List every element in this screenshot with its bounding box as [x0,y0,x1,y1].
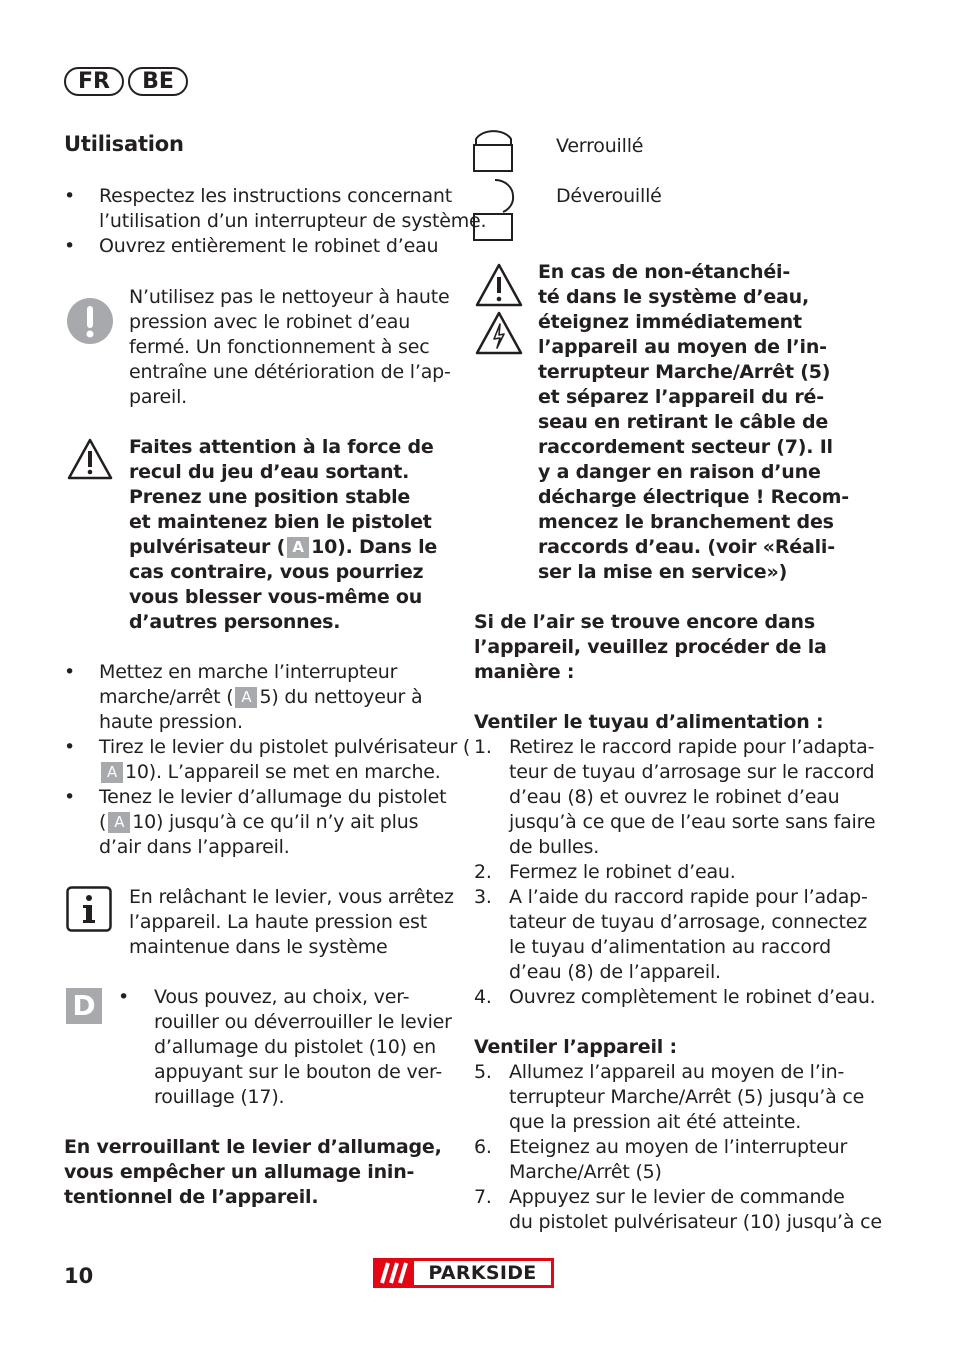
list-item [474,985,876,1010]
text-line: fermé. Un fonctionnement à sec [129,336,430,358]
list-item-line: Vous pouvez, au choix, ver- [154,986,410,1008]
text-line: Si de l’air se trouve encore dans [474,611,815,633]
device-steps-list [474,1060,882,1235]
figure-ref-badge: A [235,687,257,708]
text-line: raccords d’eau. (voir «Réali- [538,536,835,558]
list-item-line: l’utilisation d’un interrupteur de système. [99,210,487,232]
text-line: manière : [474,661,575,683]
info-text [129,885,454,960]
list-item [64,234,454,259]
brand-slashes-icon [376,1261,414,1285]
text-line: y a danger en raison d’une [538,461,821,483]
text-line: En verrouillant le levier d’allumage, [64,1136,442,1158]
step-number: 3. [474,886,492,908]
info-icon [66,886,112,936]
list-item-line: d’air dans l’appareil. [99,836,290,858]
list-item-line: d’allumage du pistolet (10) en [154,1036,436,1058]
text-span: 10). L’appareil se met en marche. [125,761,441,783]
text-line: vous blesser vous-même ou [129,586,423,608]
air-heading [474,610,827,685]
text-span: 10) jusqu’à ce qu’il n’y ait plus [132,811,419,833]
exclamation-circle-icon [66,297,114,349]
brand-wordmark: PARKSIDE [414,1261,551,1285]
text-line: l’appareil, veuillez procéder de la [474,636,827,658]
text-line: et maintenez bien le pistolet [129,511,432,533]
list-item-line: A l’aide du raccord rapide pour l’adap- [509,886,868,908]
list-item-line: appuyant sur le bouton de ver- [154,1061,443,1083]
figure-ref-badge: A [287,537,309,558]
bullet-icon: • [64,235,76,257]
bullet-icon: • [118,986,130,1008]
list-item [474,1185,882,1235]
list-item-line: Eteignez au moyen de l’interrupteur [509,1136,848,1158]
text-line: cas contraire, vous pourriez [129,561,424,583]
page-number: 10 [64,1264,94,1288]
list-item-line: Tirez le levier du pistolet pulvérisateur ( [99,736,471,758]
bullet-list-operation [64,660,471,860]
list-item-line: Tenez le levier d’allumage du pistolet [99,786,447,808]
warning-triangle-icon [474,262,524,312]
step-number: 5. [474,1061,492,1083]
list-item [64,735,471,785]
step-number: 1. [474,736,492,758]
list-item-line: Ouvrez entièrement le robinet d’eau [99,235,439,257]
list-item-line: d’eau (8) de l’appareil. [509,961,721,983]
list-item-line: Retirez le raccord rapide pour l’adapta- [509,736,875,758]
list-item-line: Allumez l’appareil au moyen de l’in- [509,1061,845,1083]
lang-badge-be: BE [128,67,188,96]
bullet-icon: • [64,786,76,808]
lock-summary-text [64,1135,442,1210]
list-item-line: d’eau (8) et ouvrez le robinet d’eau [509,786,840,808]
list-item-line: Ouvrez complètement le robinet d’eau. [509,986,876,1008]
section-heading: Utilisation [64,132,184,156]
device-heading: Ventiler l’appareil : [474,1036,677,1058]
bullet-icon: • [64,661,76,683]
list-item-line: tateur de tuyau d’arrosage, connectez [509,911,867,933]
list-item-line: jusqu’à ce que de l’eau sorte sans faire [509,811,876,833]
figure-d-badge: D [66,988,102,1024]
list-item [474,1060,864,1135]
text-line: Prenez une position stable [129,486,411,508]
text-line: vous empêcher un allumage inin- [64,1161,415,1183]
list-item-line: Marche/Arrêt (5) [509,1161,662,1183]
step-number: 6. [474,1136,492,1158]
text-line: terrupteur Marche/Arrêt (5) [538,361,831,383]
bullet-list-intro [64,184,487,259]
figure-ref-badge: A [108,812,130,833]
text-line: l’appareil. La haute pression est [129,911,427,933]
text-line: té dans le système d’eau, [538,286,810,308]
list-item-line [99,685,454,710]
locked-label: Verrouillé [556,135,644,157]
list-item [474,735,876,860]
list-item-line: que la pression ait été atteinte. [509,1111,802,1133]
list-item-line: Respectez les instructions concernant [99,185,452,207]
bullet-icon: • [64,736,76,758]
electric-warning-text [538,260,849,585]
notice-text [129,285,451,410]
list-item [64,660,454,735]
padlock-unlocked-icon [473,178,529,246]
text-line: pareil. [129,386,187,408]
list-item-line: du pistolet pulvérisateur (10) jusqu’à ce [509,1211,882,1233]
list-item-line: haute pression. [99,711,243,733]
list-item-line [99,760,454,785]
text-line: Faites attention à la force de [129,436,434,458]
list-item [474,885,868,985]
hose-steps-list [474,735,876,1010]
list-item [474,1135,864,1185]
text-line: seau en retirant le câble de [538,411,829,433]
text-span: 10). Dans le [311,536,438,558]
text-span: marche/arrêt ( [99,686,234,708]
warning-text [129,435,437,635]
text-line: maintenue dans le système [129,936,388,958]
text-line: N’utilisez pas le nettoyeur à haute [129,286,450,308]
text-line: tentionnel de l’appareil. [64,1186,319,1208]
list-item-line: rouillage (17). [154,1086,285,1108]
text-line: décharge électrique ! Recom- [538,486,849,508]
list-item-line: Appuyez sur le levier de commande [509,1186,845,1208]
text-line [129,535,437,560]
list-item-line: teur de tuyau d’arrosage sur le raccord [509,761,875,783]
unlocked-label: Déverouillé [556,185,662,207]
hose-heading: Ventiler le tuyau d’alimentation : [474,711,824,733]
brand-logo [373,1258,554,1288]
text-line: et séparez l’appareil du ré- [538,386,824,408]
text-line: raccordement secteur (7). Il [538,436,833,458]
list-item [474,860,864,885]
list-item-line [99,810,454,835]
text-line: En cas de non-étanchéi- [538,261,791,283]
d-bullet [118,985,452,1110]
text-span: pulvérisateur ( [129,536,286,558]
list-item-line: Mettez en marche l’interrupteur [99,661,398,683]
text-line: mencez le branchement des [538,511,834,533]
text-line: entraîne une détérioration de l’ap- [129,361,451,383]
list-item-line: de bulles. [509,836,600,858]
list-item-line: rouiller ou déverrouiller le levier [154,1011,452,1033]
bullet-icon: • [64,185,76,207]
list-item-line: le tuyau d’alimentation au raccord [509,936,831,958]
list-item [64,785,454,860]
text-line: éteignez immédiatement [538,311,802,333]
text-line: pression avec le robinet d’eau [129,311,411,333]
step-number: 2. [474,861,492,883]
electric-shock-icon [474,310,524,360]
list-item-line: terrupteur Marche/Arrêt (5) jusqu’à ce [509,1086,865,1108]
step-number: 7. [474,1186,492,1208]
lang-badge-fr: FR [64,67,124,96]
text-span: ( [99,811,107,833]
text-line: l’appareil au moyen de l’in- [538,336,827,358]
text-span: 5) du nettoyeur à [259,686,423,708]
step-number: 4. [474,986,492,1008]
text-line: ser la mise en service») [538,561,788,583]
text-line: En relâchant le levier, vous arrêtez [129,886,454,908]
list-item [64,184,487,234]
text-line: recul du jeu d’eau sortant. [129,461,410,483]
figure-ref-badge: A [101,762,123,783]
text-line: d’autres personnes. [129,611,341,633]
warning-triangle-icon [66,437,114,485]
padlock-locked-icon [473,125,517,177]
list-item-line: Fermez le robinet d’eau. [509,861,736,883]
